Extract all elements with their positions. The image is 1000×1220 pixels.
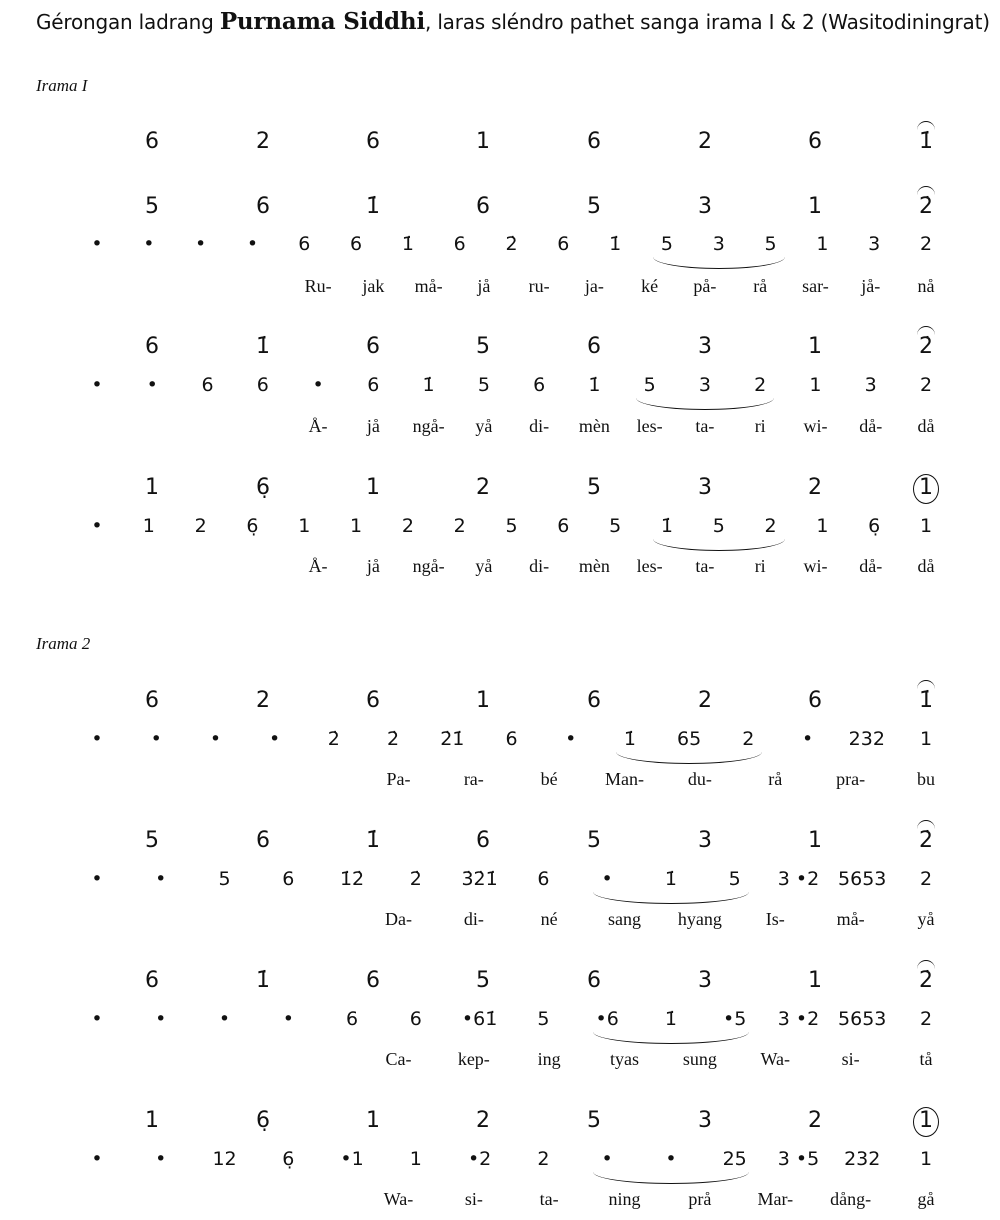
gerong-note: 6: [537, 868, 550, 890]
balungan-note: 2: [808, 1108, 822, 1133]
slur-mark: [653, 257, 785, 269]
lyric-syllable: ngå-: [412, 416, 445, 436]
gerong-note: 1̇: [623, 728, 636, 750]
gerong-note: 1̇: [664, 1008, 677, 1030]
balungan-note: 6: [808, 129, 822, 154]
lyric-syllable: ning: [608, 1189, 641, 1209]
balungan-note: 6: [587, 129, 601, 154]
gerong-note: 2̇: [505, 233, 518, 255]
gerong-note: 232: [848, 728, 885, 750]
title-suffix: , laras sléndro pathet sanga irama I & 2 (Wasitodiningrat): [425, 10, 990, 34]
gong-circle-icon: [913, 474, 939, 504]
gerong-note: 2: [919, 1008, 933, 1030]
gerong-note: 1̇: [422, 374, 435, 396]
lyric-syllable: jå: [366, 416, 380, 436]
kenong-mark-icon: [917, 820, 935, 829]
balungan-note: 6: [256, 194, 270, 219]
gerong-note: 6: [346, 1008, 359, 1030]
balungan-note: 3: [698, 475, 712, 500]
gerong-note: 1: [409, 1148, 422, 1170]
lyric-syllable: Wa-: [760, 1049, 791, 1069]
lyric-syllable: bu: [917, 769, 935, 789]
gerong-note: 6: [256, 374, 269, 396]
balungan-note: 6̣: [256, 475, 270, 500]
lyric-syllable: prå: [688, 1189, 712, 1209]
balungan-note: 1: [145, 1108, 159, 1133]
lyric-syllable: Ru-: [304, 276, 332, 296]
gerong-note: •: [218, 1008, 231, 1030]
lyric-syllable: les-: [636, 556, 663, 576]
gerong-note: 6̣: [246, 515, 259, 537]
balungan-note: 2: [698, 129, 712, 154]
gerong-note: 2: [754, 374, 767, 396]
gerong-note: 6: [557, 233, 570, 255]
gerong-note: 2: [453, 515, 466, 537]
gerong-note: 2: [194, 515, 207, 537]
balungan-note: 6: [587, 688, 601, 713]
lyric-syllable: Å-: [308, 556, 328, 576]
balungan-note: 1: [476, 129, 490, 154]
gerong-note: 3: [712, 233, 725, 255]
lyric-syllable: sang: [608, 909, 642, 929]
gerong-note: 2̇: [327, 728, 340, 750]
gerong-note: 5: [609, 515, 622, 537]
gerong-note: 5: [660, 233, 673, 255]
gerong-note: 1: [816, 233, 829, 255]
gerong-note: 1: [298, 515, 311, 537]
gerong-note: 12: [212, 1148, 237, 1170]
gerong-note: 65: [677, 728, 702, 750]
lyric-syllable: ja-: [584, 276, 604, 296]
gerong-note: 3 •5: [777, 1148, 820, 1170]
lyric-syllable: Is-: [765, 909, 785, 929]
lyric-syllable: Man-: [605, 769, 645, 789]
gerong-note: •: [665, 1148, 677, 1170]
lyric-syllable: Ca-: [385, 1049, 412, 1069]
kenong-mark-icon: [917, 960, 935, 969]
balungan-note: 3: [698, 968, 712, 993]
balungan-note: 5: [587, 828, 601, 853]
gerong-note: 1̇: [664, 868, 677, 890]
lyric-syllable: jå: [366, 556, 380, 576]
gerong-note: 6: [409, 1008, 422, 1030]
gerong-note: 2̇: [387, 728, 400, 750]
balungan-note: 1: [476, 688, 490, 713]
lyric-syllable: ta-: [695, 416, 715, 436]
gerong-note: 6: [557, 515, 570, 537]
lyric-syllable: jå: [477, 276, 491, 296]
gerong-note: 1: [919, 728, 933, 750]
gerong-note: 2: [764, 515, 777, 537]
gerong-note: •: [601, 868, 613, 890]
lyric-syllable: tå: [919, 1049, 933, 1069]
gerong-note: •: [150, 728, 162, 750]
gerong-note: 3 •2: [777, 1008, 820, 1030]
balungan-note: 2̇: [919, 968, 933, 993]
gerong-note: 1̇2̇: [339, 868, 365, 890]
gerong-note: 1: [919, 515, 933, 537]
balungan-note: 1: [808, 194, 822, 219]
balungan-note: 1: [919, 475, 933, 500]
lyric-syllable: Pa-: [386, 769, 411, 789]
gerong-note: 1̇: [401, 233, 414, 255]
lyric-syllable: sung: [682, 1049, 717, 1069]
balungan-note: 5: [587, 194, 601, 219]
lyric-syllable: ké: [641, 276, 659, 296]
gerong-note: 6: [201, 374, 214, 396]
balungan-note: 6: [366, 968, 380, 993]
gerong-note: 3̇2̇1̇: [461, 868, 498, 890]
lyric-syllable: hyang: [677, 909, 722, 929]
gerong-note: •: [91, 515, 103, 537]
gerong-note: •: [155, 1008, 167, 1030]
balungan-note: 6: [587, 334, 601, 359]
gerong-note: 5: [728, 868, 741, 890]
balungan-note: 6: [145, 688, 159, 713]
gerong-note: 1: [809, 374, 822, 396]
lyric-syllable: si-: [841, 1049, 860, 1069]
lyric-syllable: då-: [859, 556, 883, 576]
gerong-note: 6: [367, 374, 380, 396]
lyric-syllable: rå: [768, 769, 783, 789]
balungan-note: 1: [808, 334, 822, 359]
title-prefix: Gérongan ladrang: [36, 10, 220, 34]
balungan-note: 1̇: [366, 194, 380, 219]
gerong-note: 1: [816, 515, 829, 537]
balungan-note: 5: [476, 334, 490, 359]
lyric-syllable: ra-: [463, 769, 484, 789]
gerong-note: 5: [477, 374, 490, 396]
gerong-note: 2: [401, 515, 414, 537]
lyric-syllable: Da-: [384, 909, 412, 929]
lyric-syllable: kep-: [457, 1049, 490, 1069]
balungan-note: 2: [476, 475, 490, 500]
gerong-note: •: [312, 374, 324, 396]
gong-circle-icon: [913, 1107, 939, 1137]
lyric-syllable: si-: [464, 1189, 483, 1209]
balungan-note: 5: [145, 194, 159, 219]
balungan-note: 1: [366, 1108, 380, 1133]
slur-mark: [593, 892, 749, 904]
gerong-note: 5: [505, 515, 518, 537]
balungan-note: 2: [698, 688, 712, 713]
lyric-syllable: nå: [917, 276, 935, 296]
balungan-note: 1̇: [919, 129, 933, 154]
gerong-note: 3 •2: [777, 868, 820, 890]
balungan-note: 2: [256, 688, 270, 713]
balungan-note: 2: [808, 475, 822, 500]
gerong-note: 2: [742, 728, 755, 750]
gerong-note: •: [282, 1008, 294, 1030]
gerong-note: 5: [712, 515, 725, 537]
lyric-syllable: wi-: [803, 556, 828, 576]
gerong-note: •1: [340, 1148, 364, 1170]
gerong-note: 2: [919, 233, 933, 255]
section-label-irama-1: Irama I: [36, 76, 88, 95]
balungan-note: 6: [366, 129, 380, 154]
gerong-note: •: [155, 868, 167, 890]
balungan-note: 1: [919, 1108, 933, 1133]
gerong-note: 5: [537, 1008, 550, 1030]
gerong-note: 6: [453, 233, 466, 255]
gerong-note: 6: [298, 233, 311, 255]
balungan-note: 1: [145, 475, 159, 500]
lyric-syllable: ngå-: [412, 556, 445, 576]
balungan-note: 6: [366, 688, 380, 713]
gerong-note: 5: [764, 233, 777, 255]
gerong-note: 25: [722, 1148, 747, 1170]
gerong-note: 1̇: [609, 233, 622, 255]
gerong-note: •: [91, 868, 103, 890]
balungan-note: 5: [145, 828, 159, 853]
gerong-note: •: [91, 1148, 103, 1170]
gerong-note: •: [155, 1148, 167, 1170]
gerong-note: •: [91, 374, 103, 396]
slur-mark: [593, 1172, 749, 1184]
gerong-note: 1: [142, 515, 155, 537]
gerong-note: •: [565, 728, 577, 750]
gerong-note: •: [143, 233, 155, 255]
lyric-syllable: gå: [917, 1189, 935, 1209]
lyric-syllable: yå: [475, 556, 493, 576]
piece-name: Purnama Siddhi: [219, 8, 425, 35]
gerong-note: •5: [723, 1008, 747, 1030]
gerong-note: 6̣: [868, 515, 881, 537]
balungan-note: 2: [256, 129, 270, 154]
balungan-note: 1̇: [256, 334, 270, 359]
balungan-note: 6: [476, 194, 490, 219]
lyric-syllable: bé: [540, 769, 558, 789]
balungan-note: 6: [366, 334, 380, 359]
kenong-mark-icon: [917, 121, 935, 130]
gerong-note: •61̇: [461, 1008, 498, 1030]
gerong-note: 1: [350, 515, 363, 537]
lyric-syllable: sar-: [802, 276, 829, 296]
slur-mark: [593, 1032, 749, 1044]
balungan-note: 6̣: [256, 1108, 270, 1133]
lyric-syllable: jak: [362, 276, 385, 296]
lyric-syllable: wi-: [803, 416, 828, 436]
balungan-note: 6: [145, 968, 159, 993]
lyric-syllable: Mar-: [757, 1189, 794, 1209]
lyric-syllable: né: [540, 909, 558, 929]
balungan-note: 6: [587, 968, 601, 993]
lyric-syllable: yå: [917, 909, 935, 929]
lyric-syllable: ru-: [528, 276, 550, 296]
balungan-note: 6: [145, 129, 159, 154]
balungan-note: 1̇: [256, 968, 270, 993]
lyric-syllable: les-: [636, 416, 663, 436]
balungan-note: 3: [698, 194, 712, 219]
gerong-note: •: [91, 233, 103, 255]
slur-mark: [636, 398, 775, 410]
gerong-note: 3: [864, 374, 877, 396]
lyric-syllable: mèn: [578, 416, 610, 436]
gerong-note: 6: [282, 868, 295, 890]
gerong-note: 6̣: [282, 1148, 295, 1170]
gerong-note: 6: [505, 728, 518, 750]
gerong-note: •2: [467, 1148, 492, 1170]
lyric-syllable: rå: [753, 276, 768, 296]
gerong-note: 1: [919, 1148, 933, 1170]
lyric-syllable: ta-: [539, 1189, 559, 1209]
lyric-syllable: di-: [529, 416, 550, 436]
balungan-note: 1: [366, 475, 380, 500]
balungan-note: 2̇: [919, 334, 933, 359]
gerong-note: 3: [868, 233, 881, 255]
gerong-note: 2: [919, 868, 933, 890]
lyric-syllable: Å-: [308, 416, 328, 436]
gerong-note: 6: [350, 233, 363, 255]
balungan-note: 6: [145, 334, 159, 359]
balungan-note: 3: [698, 828, 712, 853]
gerong-note: 2̇: [409, 868, 422, 890]
gerong-note: •: [91, 728, 103, 750]
balungan-note: 2̇: [919, 828, 933, 853]
lyric-syllable: di-: [529, 556, 550, 576]
lyric-syllable: då-: [859, 416, 883, 436]
section-label-irama-2: Irama 2: [36, 634, 91, 653]
lyric-syllable: på-: [693, 276, 717, 296]
gerong-note: •6: [595, 1008, 619, 1030]
gerong-note: 5653: [838, 868, 887, 890]
balungan-note: 1: [808, 828, 822, 853]
gerong-note: •: [209, 728, 222, 750]
gerong-note: •: [195, 233, 207, 255]
gerong-note: •: [801, 728, 814, 750]
gerong-note: 3: [698, 374, 711, 396]
gerong-note: •: [91, 1008, 103, 1030]
gerong-note: 232: [844, 1148, 881, 1170]
gerong-note: 1̇: [660, 515, 673, 537]
gerong-note: •: [146, 374, 158, 396]
kenong-mark-icon: [917, 680, 935, 689]
lyric-syllable: Wa-: [383, 1189, 414, 1209]
balungan-note: 5: [587, 475, 601, 500]
lyric-syllable: du-: [687, 769, 712, 789]
balungan-note: 6: [256, 828, 270, 853]
lyric-syllable: di-: [463, 909, 484, 929]
balungan-note: 5: [587, 1108, 601, 1133]
balungan-note: 2̇: [919, 194, 933, 219]
lyric-syllable: må-: [414, 276, 443, 296]
gerong-note: 1̇: [588, 374, 601, 396]
gerong-note: 6: [533, 374, 546, 396]
balungan-note: 1̇: [919, 688, 933, 713]
kenong-mark-icon: [917, 186, 935, 195]
kenong-mark-icon: [917, 326, 935, 335]
balungan-note: 5: [476, 968, 490, 993]
balungan-note: 1̇: [366, 828, 380, 853]
balungan-note: 6: [476, 828, 490, 853]
lyric-syllable: ri: [754, 556, 766, 576]
gerong-note: 2: [919, 374, 933, 396]
gerong-note: 2̇1̇: [440, 728, 465, 750]
gerong-note: •: [246, 233, 259, 255]
balungan-note: 3: [698, 1108, 712, 1133]
gerong-note: •: [601, 1148, 613, 1170]
lyric-syllable: jå-: [861, 276, 881, 296]
lyric-syllable: mèn: [578, 556, 610, 576]
gerong-note: 2: [537, 1148, 550, 1170]
balungan-note: 6: [808, 688, 822, 713]
lyric-syllable: då: [917, 556, 935, 576]
lyric-syllable: yå: [475, 416, 493, 436]
balungan-note: 2: [476, 1108, 490, 1133]
lyric-syllable: ing: [537, 1049, 561, 1069]
balungan-note: 3: [698, 334, 712, 359]
lyric-syllable: pra-: [836, 769, 866, 789]
lyric-syllable: tyas: [610, 1049, 640, 1069]
lyric-syllable: ta-: [695, 556, 715, 576]
gerong-note: 5: [643, 374, 656, 396]
lyric-syllable: må-: [836, 909, 865, 929]
lyric-syllable: dång-: [830, 1189, 872, 1209]
slur-mark: [616, 752, 762, 764]
slur-mark: [653, 539, 785, 551]
gerong-note: •: [269, 728, 281, 750]
gerong-note: 5: [218, 868, 231, 890]
gerong-note: 5653: [838, 1008, 887, 1030]
balungan-note: 1: [808, 968, 822, 993]
lyric-syllable: då: [917, 416, 935, 436]
lyric-syllable: ri: [754, 416, 766, 436]
